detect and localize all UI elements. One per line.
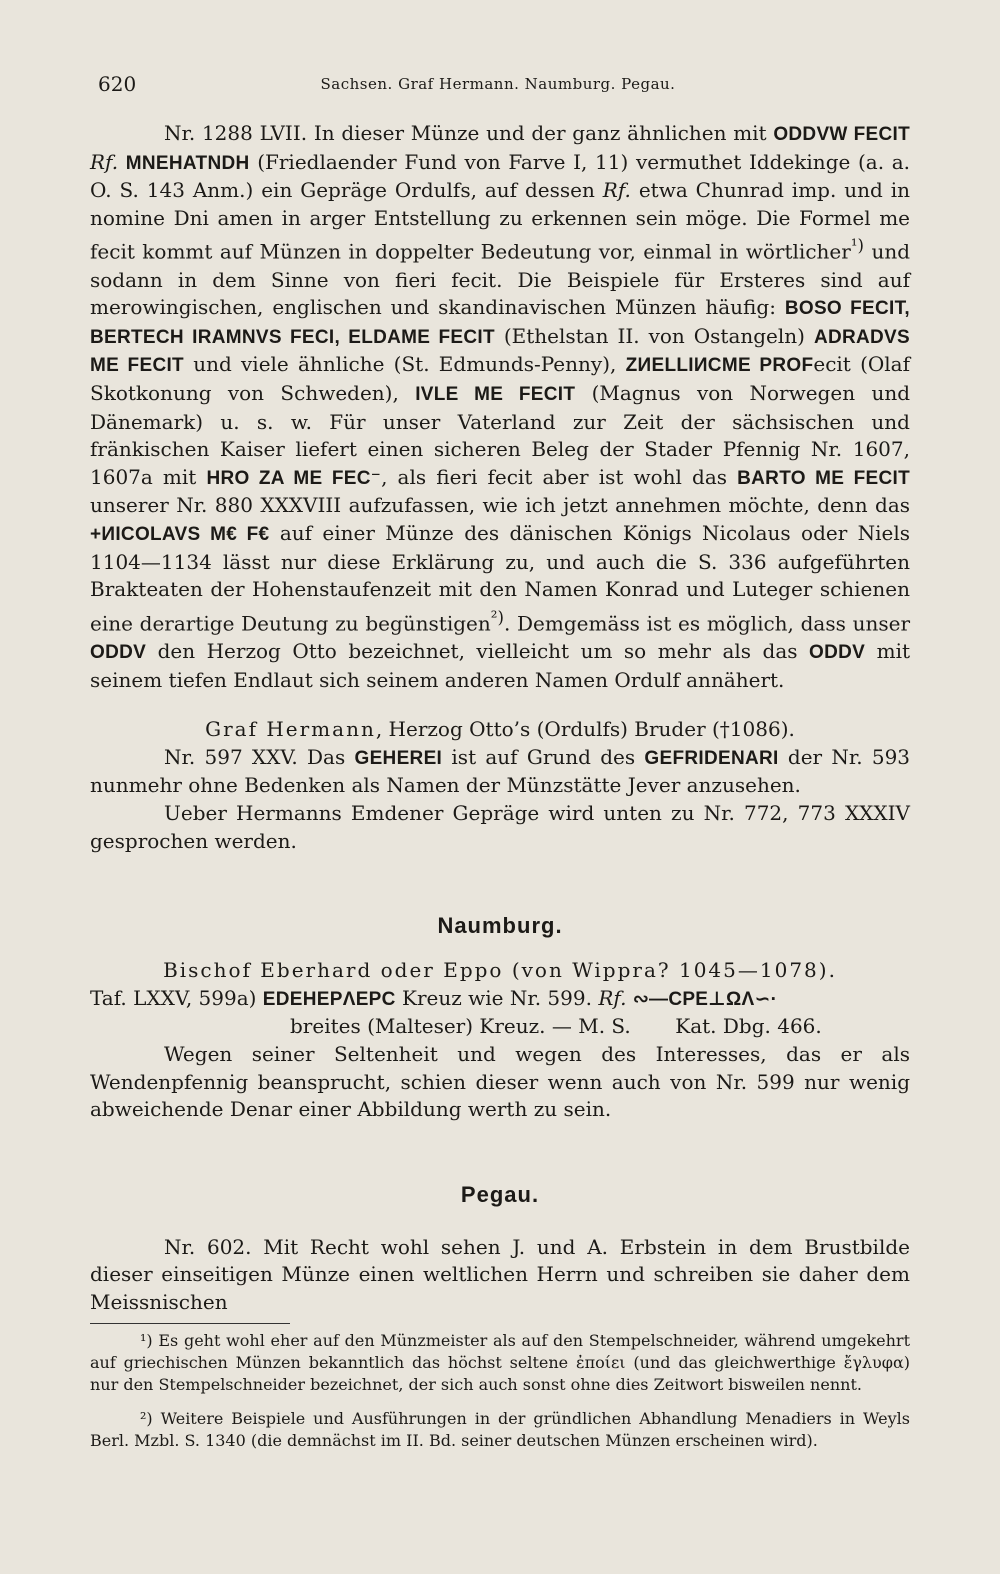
coin-legend: ODDV xyxy=(90,642,147,663)
footnote-2: ²) Weitere Beispiele und Ausführungen in der gründlichen Abhandlung Menadiers in Weyls Berl. Mzbl. S. 1340 (die demnächst im II. Bd. seiner deutschen Münzen erscheinen wird). xyxy=(90,1408,910,1450)
text-run: (Friedlaender Fund von Farve I, 11) vermuthet Iddekinge (a. a. O. S. 143 Anm.) ein Gepräge Ordulfs, auf dessen xyxy=(90,149,911,203)
text-run: der Nr. 593 nunmehr ohne Bedenken als Namen der Münzstätte Jever anzusehen. xyxy=(90,744,911,798)
plate-entry-599a xyxy=(90,985,910,1014)
paragraph-emdener: Ueber Hermanns Emdener Gepräge wird unten zu Nr. 772, 773 XXXIV gesprochen werden. xyxy=(90,800,910,853)
ruler-details: , Herzog Otto’s (Ordulfs) Bruder (†1086). xyxy=(375,717,795,742)
coin-legend: EDEHEPΛEPC xyxy=(262,988,396,1010)
text-run: , als fieri fecit aber ist wohl das xyxy=(381,464,728,489)
text-run: (Magnus von Norwegen und Dänemark) u. s. w. Für unser Vaterland zur Zeit der sächsischen und fränkischen Kaiser liefert einen sicheren Beleg der Stader Pfennig Nr. 1607, 1607a mit xyxy=(90,381,911,489)
text-run: und viele ähnliche (St. Edmunds-Penny), xyxy=(193,352,617,377)
coin-legend: ODDV xyxy=(809,642,866,663)
text-run: den Herzog Otto bezeichnet, vielleicht um so mehr als das xyxy=(157,639,798,663)
text-run: unserer Nr. 880 XXXVIII aufzufassen, wie ich jetzt annehmen möchte, denn das xyxy=(90,493,910,518)
text-run: . Demgemäss ist es möglich, dass unser xyxy=(503,611,911,636)
running-title: Sachsen. Graf Hermann. Naumburg. Pegau. xyxy=(320,75,676,93)
footnote-rule xyxy=(90,1323,290,1324)
text-run: ist auf Grund des xyxy=(451,744,636,769)
coin-legend: ADRADVS ME FECIT xyxy=(90,326,911,377)
text-run: und sodann in dem Sinne von fieri fecit. Die Beispiele für Ersteres sind auf merowingischen, englischen und skandinavischen Münzen häufig: xyxy=(90,240,911,320)
ruler-name: Bischof Eberhard oder Eppo (von Wippra? 1045—1078). xyxy=(163,958,837,983)
text-run: (Ethelstan II. von Ostangeln) xyxy=(503,323,805,348)
coin-legend: +ИICOLAVS M€ F€ xyxy=(90,523,270,545)
coin-legend: IVLE ME FECIT xyxy=(415,384,576,405)
reverse-abbr: Rf. xyxy=(598,985,627,1010)
coin-legend: HRO ZA ME FEC⁻ xyxy=(206,467,382,489)
coin-legend: ZИELLIИCME PROF xyxy=(625,355,814,377)
text-run: Kreuz wie Nr. 599. xyxy=(402,985,592,1010)
section-heading-pegau: Pegau. xyxy=(460,1181,540,1207)
text-run: ecit (Olaf Skotkonung von Schweden), xyxy=(90,352,910,405)
text-run: auf einer Münze des dänischen Königs Nicolaus oder Niels 1104—1134 lässt nur diese Erklärung zu, und auch die S. 336 aufgeführten Brakteaten der Hohenstaufenzeit mit den Namen Konrad und Luteger schienen eine derartige Deutung zu begünstigen xyxy=(90,520,911,636)
footnotes xyxy=(90,1330,910,1452)
coin-legend: GEHEREI xyxy=(354,747,443,769)
page-body xyxy=(90,120,910,1452)
section-heading-naumburg: Naumburg. xyxy=(437,913,563,939)
reverse-abbr: Rf. xyxy=(602,178,631,203)
coin-legend: GEFRIDENARI xyxy=(644,747,779,769)
page-number: 620 xyxy=(98,72,137,96)
plate-entry-continuation: breites (Malteser) Kreuz. — M. S. Kat. Dbg. 466. xyxy=(290,1014,822,1039)
reverse-abbr: Rf. xyxy=(90,149,119,174)
plate-ref: Taf. LXXV, 599a) xyxy=(90,985,257,1010)
text-run: etwa Chunrad imp. und in nomine Dni amen in arger Entstellung zu erkennen sein möge. Die Formel me fecit kommt auf Münzen in doppelter Bedeutung vor, einmal in wörtlicher xyxy=(90,178,910,265)
text-run: Nr. 1288 LVII. In dieser Münze und der ganz ähnlichen mit xyxy=(164,121,767,145)
ruler-heading-graf-hermann xyxy=(90,716,910,744)
footnote-ref: ²) xyxy=(490,607,504,627)
text-run: mit seinem tiefen Endlaut sich seinem anderen Namen Ordulf annähert. xyxy=(90,639,911,692)
text-run: Nr. 597 XXV. Das xyxy=(164,744,346,769)
ruler-heading-eberhard xyxy=(90,957,910,985)
coin-legend: BARTO ME FECIT xyxy=(737,467,910,489)
page-header xyxy=(98,72,898,104)
paragraph-wendenpfennig: Wegen seiner Seltenheit und wegen des Interesses, das er als Wendenpfennig beansprucht, schien dieser wenn auch von Nr. 599 nur wenig abweichende Denar einer Abbildung werth zu sein. xyxy=(90,1041,910,1122)
paragraph-nr-597 xyxy=(90,744,910,800)
paragraph-nr-602: Nr. 602. Mit Recht wohl sehen J. und A. Erbstein in dem Brustbilde dieser einseitigen Münze einen weltlichen Herrn und schreiben sie daher dem Meissnischen xyxy=(90,1234,910,1314)
footnote-ref: ¹) xyxy=(850,236,864,256)
coin-legend: ∾—CPE⊥ΩΛ∽· xyxy=(632,988,778,1010)
ruler-name: Graf Hermann xyxy=(205,717,376,742)
footnote-1: ¹) Es geht wohl eher auf den Münzmeister als auf den Stempelschneider, während umgekehrt auf griechischen Münzen bekanntlich das höchst seltene ἐποίει (und das gleichwerthige ἔγλυφα) nur den Stempelschneider bezeichnet, der sich auch sonst ohne dies Zeitwort bisweilen nennt. xyxy=(90,1330,910,1394)
paragraph-nr-1288 xyxy=(90,120,910,694)
coin-legend: BOSO FECIT, BERTECH IRAMNVS FECI, ELDAME FECIT xyxy=(90,298,911,348)
coin-legend: MNEHATNDH xyxy=(125,152,250,174)
coin-legend: ODDVW FECIT xyxy=(773,124,910,145)
